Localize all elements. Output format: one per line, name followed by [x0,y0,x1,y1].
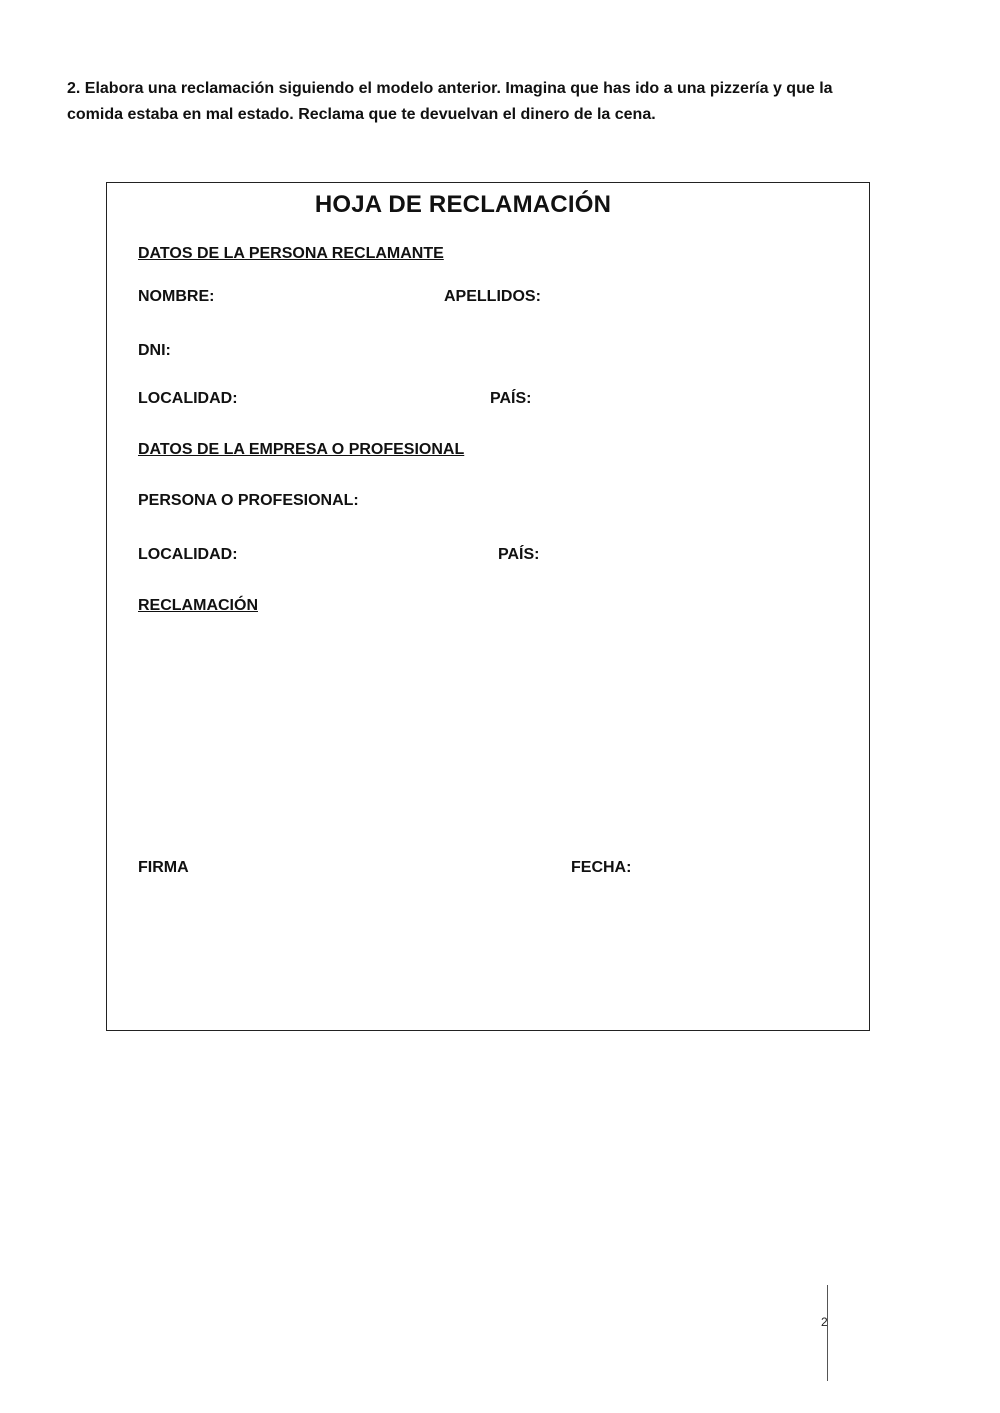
complaint-form [106,182,870,1031]
apellidos-label: APELLIDOS: [444,288,541,305]
nombre-label: NOMBRE: [138,288,215,305]
persona-profesional-label: PERSONA O PROFESIONAL: [138,492,359,509]
company-pais-label: PAÍS: [498,546,540,563]
exercise-instructions: 2. Elabora una reclamación siguiendo el modelo anterior. Imagina que has ido a una pizzería y que la comida estaba en mal estado. Reclama que te devuelvan el dinero de la cena. [67,80,833,123]
page-number: 2 [821,1315,828,1329]
dni-label: DNI: [138,342,171,359]
claimant-localidad-label: LOCALIDAD: [138,390,238,407]
page-number-rule [827,1285,828,1381]
company-localidad-label: LOCALIDAD: [138,546,238,563]
form-title: HOJA DE RECLAMACIÓN [314,191,612,218]
claimant-section-heading: DATOS DE LA PERSONA RECLAMANTE [138,245,444,262]
firma-label: FIRMA [138,859,189,876]
reclamacion-section-heading: RECLAMACIÓN [138,597,258,614]
claimant-pais-label: PAÍS: [490,390,532,407]
fecha-label: FECHA: [571,859,632,876]
company-section-heading: DATOS DE LA EMPRESA O PROFESIONAL [138,441,465,458]
